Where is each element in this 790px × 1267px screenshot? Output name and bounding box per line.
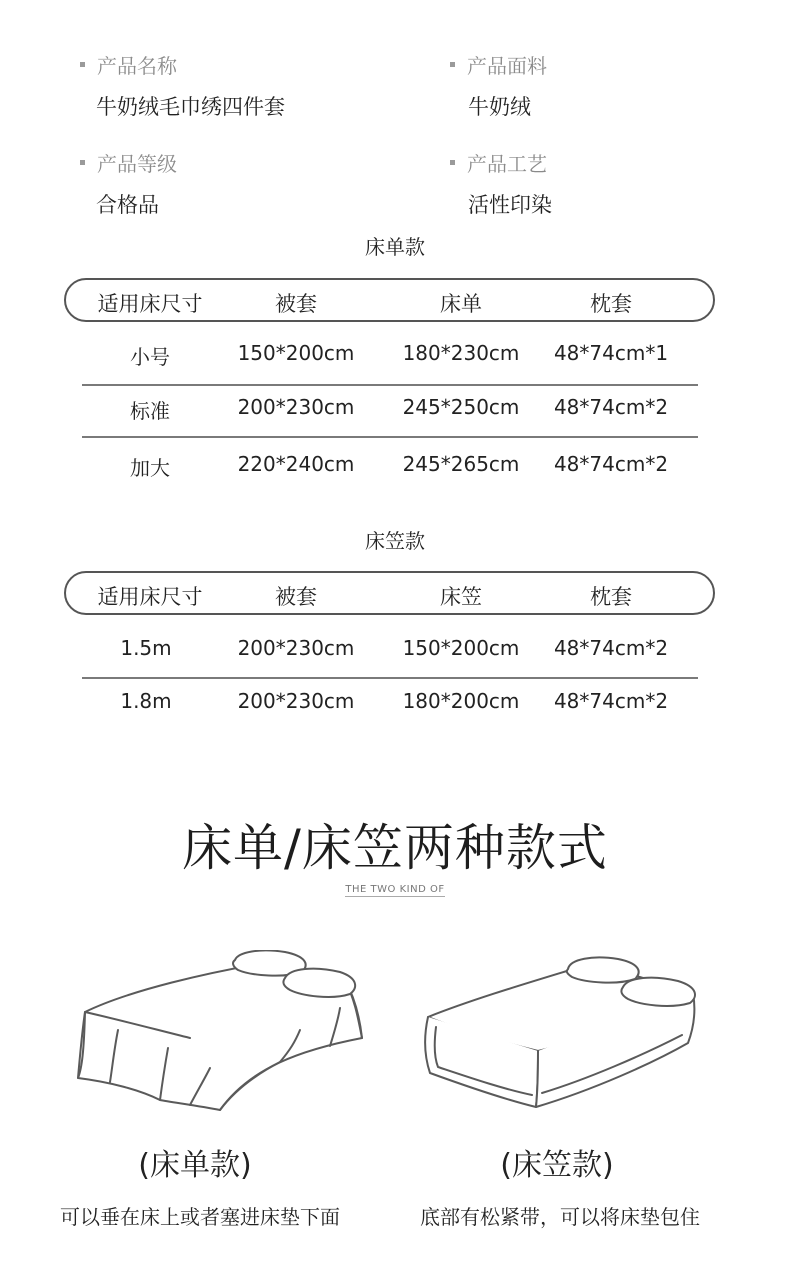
spec-value: 活性印染 bbox=[468, 193, 552, 217]
table-cell: 150*200cm bbox=[237, 341, 355, 365]
bullet-icon bbox=[80, 160, 85, 165]
caption-flat-sheet: (床单款) bbox=[138, 1148, 252, 1183]
row-divider bbox=[82, 436, 698, 438]
table-cell: 150*200cm bbox=[402, 636, 520, 660]
table-cell: 200*230cm bbox=[237, 689, 355, 713]
table-cell: 加大 bbox=[130, 456, 170, 480]
table-cell: 48*74cm*2 bbox=[553, 395, 669, 419]
spec-value: 牛奶绒毛巾绣四件套 bbox=[96, 95, 285, 119]
table-cell: 小号 bbox=[130, 345, 170, 369]
table-cell: 48*74cm*1 bbox=[553, 341, 669, 365]
table-cell: 1.8m bbox=[120, 689, 172, 713]
table-header-cell: 枕套 bbox=[590, 292, 632, 316]
spec-product-name bbox=[80, 50, 285, 121]
spec-label: 产品工艺 bbox=[467, 152, 547, 176]
table-title-flat-sheet: 床单款 bbox=[365, 235, 425, 259]
table-header-cell: 枕套 bbox=[590, 585, 632, 609]
table-header-cell: 床笠 bbox=[440, 585, 482, 609]
table-cell: 48*74cm*2 bbox=[553, 689, 669, 713]
description-flat-sheet: 可以垂在床上或者塞进床垫下面 bbox=[60, 1205, 340, 1229]
table-cell: 1.5m bbox=[120, 636, 172, 660]
spec-value: 合格品 bbox=[96, 193, 159, 217]
section-subtitle: THE TWO KIND OF bbox=[345, 884, 445, 895]
table-title-fitted-sheet: 床笠款 bbox=[365, 529, 425, 553]
table-header-cell: 适用床尺寸 bbox=[97, 585, 203, 609]
bullet-icon bbox=[450, 160, 455, 165]
spec-craft bbox=[450, 148, 552, 219]
flat-sheet-bed-icon bbox=[70, 950, 370, 1130]
row-divider bbox=[82, 384, 698, 386]
description-fitted-sheet: 底部有松紧带，可以将床垫包住 bbox=[420, 1205, 700, 1229]
table-cell: 标准 bbox=[130, 399, 170, 423]
spec-label: 产品名称 bbox=[97, 54, 177, 78]
spec-label: 产品等级 bbox=[97, 152, 177, 176]
table-header-cell: 被套 bbox=[275, 292, 317, 316]
table-cell: 200*230cm bbox=[237, 636, 355, 660]
table-cell: 48*74cm*2 bbox=[553, 636, 669, 660]
table-cell: 200*230cm bbox=[237, 395, 355, 419]
spec-grade bbox=[80, 148, 177, 219]
table-header-cell: 床单 bbox=[440, 292, 482, 316]
caption-fitted-sheet: (床笠款) bbox=[500, 1148, 614, 1183]
fitted-sheet-bed-icon bbox=[418, 955, 718, 1125]
bullet-icon bbox=[450, 62, 455, 67]
table-header-cell: 被套 bbox=[275, 585, 317, 609]
spec-value: 牛奶绒 bbox=[468, 95, 531, 119]
spec-fabric bbox=[450, 50, 547, 121]
spec-label: 产品面料 bbox=[467, 54, 547, 78]
table-cell: 245*265cm bbox=[402, 452, 520, 476]
table-cell: 220*240cm bbox=[237, 452, 355, 476]
table-cell: 180*200cm bbox=[402, 689, 520, 713]
table-cell: 245*250cm bbox=[402, 395, 520, 419]
bullet-icon bbox=[80, 62, 85, 67]
section-title: 床单/床笠两种款式 bbox=[182, 819, 608, 877]
table-header-cell: 适用床尺寸 bbox=[97, 292, 203, 316]
table-cell: 48*74cm*2 bbox=[553, 452, 669, 476]
table-cell: 180*230cm bbox=[402, 341, 520, 365]
row-divider bbox=[82, 677, 698, 679]
